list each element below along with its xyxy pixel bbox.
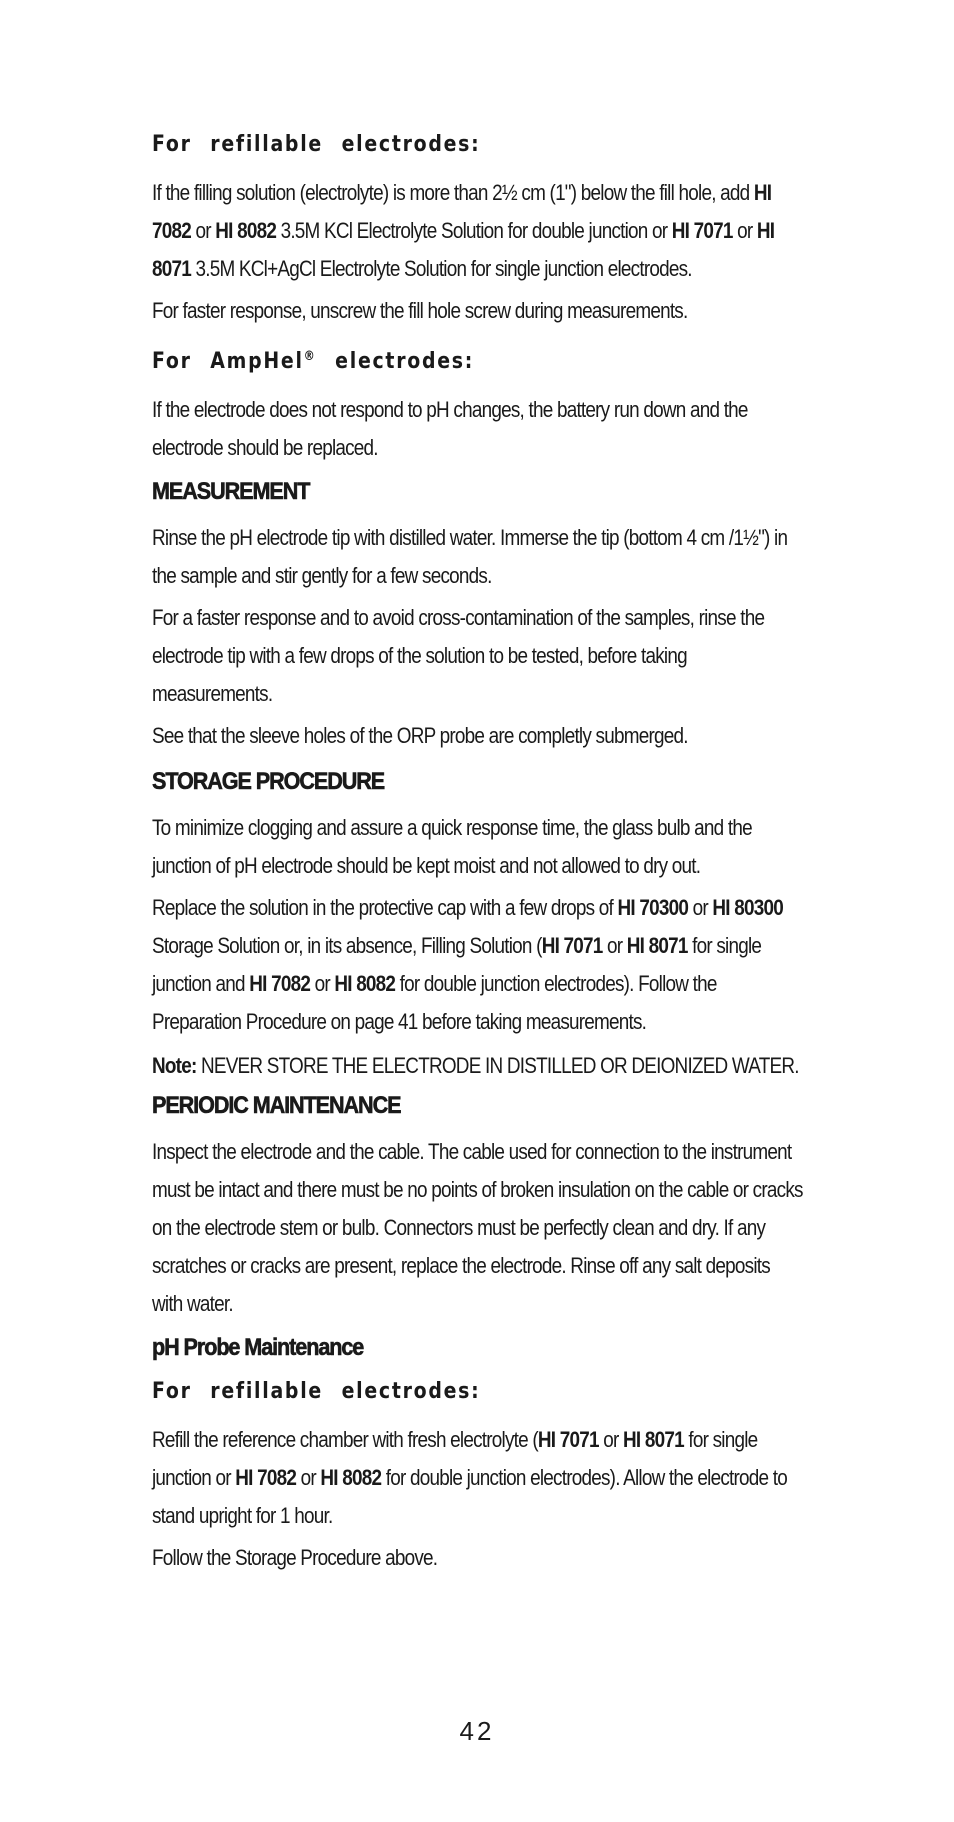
- heading-storage-procedure: STORAGE PROCEDURE: [152, 768, 385, 795]
- paragraph-filling-solution: If the filling solution (electrolyte) is more than 2½ cm (1") below the fill hole, add HI 7082 or HI 8082 3.5M KCl Electrolyte Solution for double junction or HI 7071 or HI 8071 3.5M KCl+AgCl Electrolyte Solution for single junction electrodes.: [152, 180, 775, 281]
- heading-ph-probe-maintenance: pH Probe Maintenance: [152, 1334, 364, 1361]
- paragraph-inspect-electrode: Inspect the electrode and the cable. The cable used for connection to the instrument must be intact and there must be no points of broken insulation on the cable or cracks on the electrode stem or bulb. Connectors must be perfectly clean and dry. If any scratches or cracks are present, replace the electrode. Rinse off any salt deposits with water.: [152, 1139, 803, 1316]
- subheading-amphel-electrodes: For AmpHel® electrodes:: [152, 349, 475, 374]
- paragraph-replace-solution: Replace the solution in the protective cap with a few drops of HI 70300 or HI 80300 Storage Solution or, in its absence, Filling Solution (HI 7071 or HI 8071 for single junction and HI 7082 or HI 8082 for double junction electrodes). Follow the Preparation Procedure on page 41 before taking measurements.: [152, 895, 783, 1034]
- heading-periodic-maintenance: PERIODIC MAINTENANCE: [152, 1092, 401, 1119]
- paragraph-orp-sleeve: See that the sleeve holes of the ORP probe are completly submerged.: [152, 723, 688, 748]
- registered-mark: ®: [303, 349, 317, 364]
- subheading-refillable-electrodes: For refillable electrodes:: [152, 132, 481, 157]
- heading-measurement: MEASUREMENT: [152, 478, 310, 505]
- manual-page: [152, 128, 804, 1581]
- paragraph-minimize-clogging: To minimize clogging and assure a quick response time, the glass bulb and the junction of pH electrode should be kept moist and not allowed to dry out.: [152, 815, 752, 878]
- subheading-refillable-electrodes-2: For refillable electrodes:: [152, 1379, 481, 1404]
- paragraph-cross-contamination: For a faster response and to avoid cross-contamination of the samples, rinse the electrode tip with a few drops of the solution to be tested, before taking measurements.: [152, 605, 765, 706]
- paragraph-refill-reference: Refill the reference chamber with fresh electrolyte (HI 7071 or HI 8071 for single junction or HI 7082 or HI 8082 for double junction electrodes). Allow the electrode to stand upright for 1 hour.: [152, 1427, 787, 1528]
- paragraph-follow-storage: Follow the Storage Procedure above.: [152, 1545, 438, 1570]
- note-label: Note:: [152, 1053, 197, 1078]
- paragraph-faster-response: For faster response, unscrew the fill hole screw during measurements.: [152, 298, 688, 323]
- page-number: 42: [459, 1716, 495, 1746]
- note-storage-warning: Note: NEVER STORE THE ELECTRODE IN DISTILLED OR DEIONIZED WATER.: [152, 1053, 799, 1078]
- paragraph-rinse-tip: Rinse the pH electrode tip with distilled water. Immerse the tip (bottom 4 cm /1½") in the sample and stir gently for a few seconds.: [152, 525, 788, 588]
- paragraph-amphel: If the electrode does not respond to pH changes, the battery run down and the electrode should be replaced.: [152, 397, 748, 460]
